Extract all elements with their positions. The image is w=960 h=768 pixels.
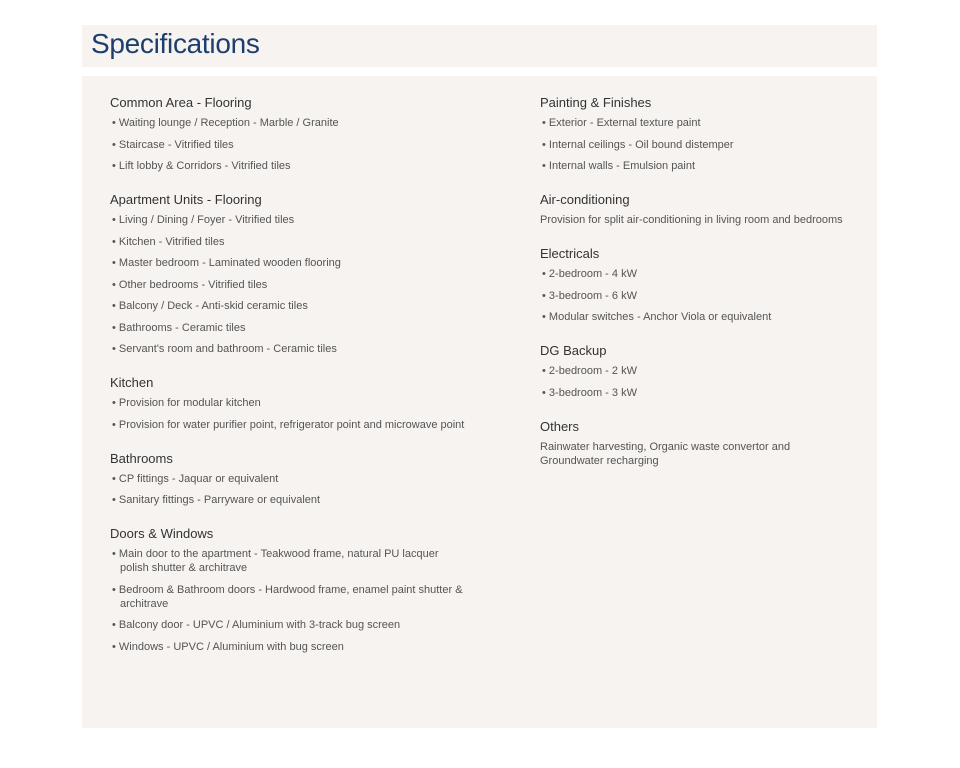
spec-list xyxy=(540,267,845,324)
spec-item: • Sanitary fittings - Parryware or equivalent xyxy=(110,493,470,507)
spec-item: • 3-bedroom - 3 kW xyxy=(540,386,845,400)
spec-item: • Bedroom & Bathroom doors - Hardwood frame, enamel paint shutter & architrave xyxy=(110,583,470,611)
section-title: Kitchen xyxy=(110,375,154,390)
spec-item: • Internal walls - Emulsion paint xyxy=(540,159,845,173)
section-title: Common Area - Flooring xyxy=(110,95,252,110)
spec-list xyxy=(540,364,845,400)
spec-item: • 2-bedroom - 2 kW xyxy=(540,364,845,378)
spec-item: • Balcony / Deck - Anti-skid ceramic tiles xyxy=(110,299,470,313)
section-title: Painting & Finishes xyxy=(540,95,652,110)
section-title: Apartment Units - Flooring xyxy=(110,192,262,207)
spec-list xyxy=(110,396,470,432)
section-title: DG Backup xyxy=(540,343,607,358)
spec-item: • Lift lobby & Corridors - Vitrified tiles xyxy=(110,159,470,173)
section-bathrooms xyxy=(110,451,470,508)
spec-item: • Internal ceilings - Oil bound distemper xyxy=(540,138,845,152)
section-kitchen xyxy=(110,375,470,432)
spec-list xyxy=(110,213,470,356)
spec-text: Rainwater harvesting, Organic waste convertor and Groundwater recharging xyxy=(540,440,791,467)
section-title: Air-conditioning xyxy=(540,192,630,207)
section-title: Doors & Windows xyxy=(110,526,214,541)
spec-item: • Provision for modular kitchen xyxy=(110,396,470,410)
spec-item: • Master bedroom - Laminated wooden flooring xyxy=(110,256,470,270)
spec-item: • CP fittings - Jaquar or equivalent xyxy=(110,472,470,486)
section-others xyxy=(540,419,845,468)
spec-item: • 3-bedroom - 6 kW xyxy=(540,289,845,303)
section-doors-and-windows xyxy=(110,526,470,654)
spec-item: • Living / Dining / Foyer - Vitrified tiles xyxy=(110,213,470,227)
spec-list xyxy=(110,116,470,173)
spec-item: • Kitchen - Vitrified tiles xyxy=(110,235,470,249)
spec-item: • Exterior - External texture paint xyxy=(540,116,845,130)
section-air-conditioning xyxy=(540,192,845,227)
spec-item: • Windows - UPVC / Aluminium with bug screen xyxy=(110,640,470,654)
spec-item: • Servant's room and bathroom - Ceramic tiles xyxy=(110,342,470,356)
section-common-area-flooring xyxy=(110,95,470,173)
spec-text: Provision for split air-conditioning in living room and bedrooms xyxy=(540,214,843,226)
section-title: Others xyxy=(540,418,580,434)
spec-item: • Modular switches - Anchor Viola or equivalent xyxy=(540,310,845,324)
spec-item: • Waiting lounge / Reception - Marble / Granite xyxy=(110,116,470,130)
spec-item: • Staircase - Vitrified tiles xyxy=(110,138,470,152)
spec-item: • 2-bedroom - 4 kW xyxy=(540,267,845,281)
header-bar xyxy=(82,25,877,67)
page-title: Specifications xyxy=(91,28,260,59)
spec-list xyxy=(110,472,470,508)
section-dg-backup xyxy=(540,343,845,400)
spec-list xyxy=(540,116,845,173)
spec-item: • Other bedrooms - Vitrified tiles xyxy=(110,278,470,292)
section-title: Electricals xyxy=(540,246,600,261)
spec-item: • Provision for water purifier point, refrigerator point and microwave point xyxy=(110,418,470,432)
section-apartment-units-flooring xyxy=(110,192,470,356)
spec-item: • Main door to the apartment - Teakwood frame, natural PU lacquer polish shutter & architrave xyxy=(110,547,470,575)
specifications-panel xyxy=(82,76,877,728)
section-title: Bathrooms xyxy=(110,450,173,466)
section-electricals xyxy=(540,246,845,324)
section-painting-and-finishes xyxy=(540,95,845,173)
left-column xyxy=(110,95,470,673)
spec-item: • Bathrooms - Ceramic tiles xyxy=(110,321,470,335)
spec-list xyxy=(110,547,470,654)
spec-item: • Balcony door - UPVC / Aluminium with 3-track bug screen xyxy=(110,618,470,632)
right-column xyxy=(540,95,845,487)
